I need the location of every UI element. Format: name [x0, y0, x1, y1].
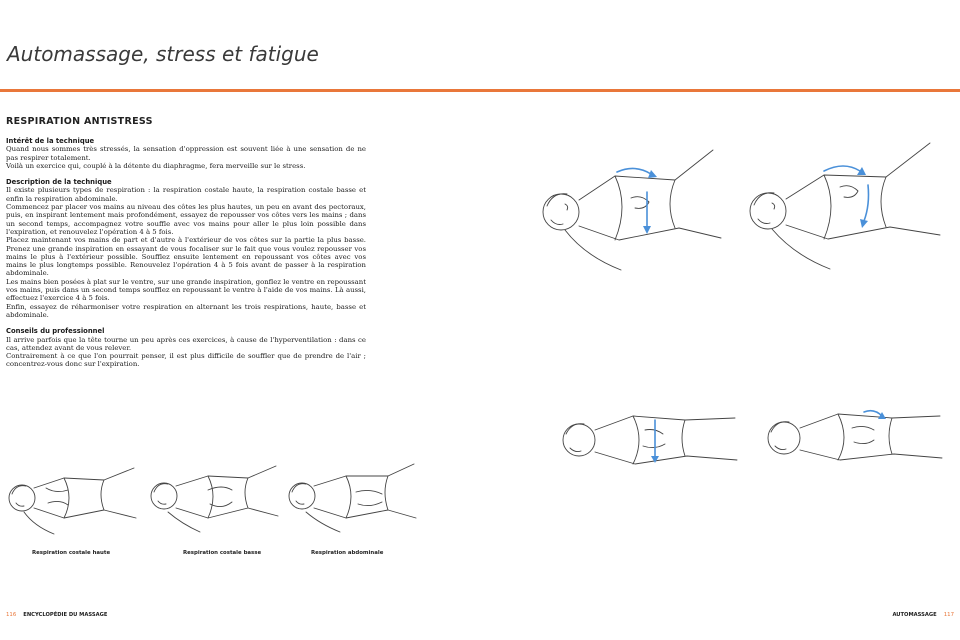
- illustration-costale-haute: [4, 448, 139, 543]
- illustration-costale-basse: [146, 448, 281, 543]
- caption-abdominale: Respiration abdominale: [311, 550, 384, 556]
- block-conseils: [6, 327, 366, 368]
- header-rule: [0, 89, 960, 92]
- paragraph: Il arrive parfois que la tête tourne un peu après ces exercices, à cause de l'hyperventilation : dans ce cas, attendez avant de vous relever.: [6, 335, 366, 352]
- page-number-left: 116: [6, 612, 17, 618]
- illustration-expiration-haute: [740, 135, 945, 275]
- section-title: RESPIRATION ANTISTRESS: [6, 116, 153, 127]
- paragraph: Voilà un exercice qui, couplé à la détente du diaphragme, fera merveille sur le stress.: [6, 161, 306, 170]
- illustration-abdominale-grande: [760, 398, 945, 478]
- footer-left: [6, 612, 107, 618]
- body-text: [6, 137, 366, 377]
- footer-left-label: ENCYCLOPÉDIE DU MASSAGE: [23, 612, 108, 618]
- illustration-inspiration-basse: [555, 398, 740, 478]
- paragraph: Contrairement à ce que l'on pourrait penser, il est plus difficile de souffler que de prendre de l'air ; concentrez-vous donc sur l'expiration.: [6, 352, 366, 369]
- chapter-title: Automassage, stress et fatigue: [7, 42, 319, 66]
- block-heading: Conseils du professionnel: [6, 327, 105, 336]
- paragraph: Il existe plusieurs types de respiration : la respiration costale haute, la respiration costale basse et enfin la respiration abdominale.: [6, 186, 366, 203]
- footer-right: [892, 612, 954, 618]
- footer-right-label: AUTOMASSAGE: [892, 612, 937, 618]
- paragraph: Les mains bien posées à plat sur le ventre, sur une grande inspiration, gonflez le ventre en repoussant vos mains, puis dans un second temps soufflez en repoussant le ventre à l'aide de vos mains. Là aussi, effectuez l'exercice 4 à 5 fois.: [6, 277, 366, 303]
- block-interet: [6, 137, 366, 170]
- page-number-right: 117: [943, 612, 954, 618]
- block-heading: Description de la technique: [6, 178, 112, 187]
- paragraph: Placez maintenant vos mains de part et d'autre à l'extérieur de vos côtes sur la partie la plus basse. Prenez une grande inspiration en essayant de vous focaliser sur le fait que vous voulez repousser vos mains le plus à l'extérieur possible. Soufflez ensuite lentement en repoussant vos côtes avec vos mains le plus longtemps possible. Renouvelez l'opération 4 à 5 fois avant de passer à la respiration abdominale.: [6, 236, 366, 278]
- caption-costale-haute: Respiration costale haute: [32, 550, 111, 556]
- paragraph: Commencez par placer vos mains au niveau des côtes les plus hautes, un peu en avant des pectoraux, puis, en inspirant lentement mais profondément, essayez de repousser vos côtes vers les mains ; dans un second temps, accompagnez votre souffle avec vos mains pour aller le plus loin possible dans l'expiration, et renouvelez l'opération 4 à 5 fois.: [6, 203, 366, 236]
- paragraph: Enfin, essayez de réharmoniser votre respiration en alternant les trois respirations, haute, basse et abdominale.: [6, 302, 366, 319]
- block-heading: Intérêt de la technique: [6, 137, 95, 145]
- illustration-inspiration-haute: [535, 140, 725, 275]
- illustration-abdominale: [284, 448, 419, 543]
- paragraph: Quand nous sommes très stressés, la sensation d'oppression est souvent liée à une sensation de ne pas respirer totalement.: [6, 145, 366, 162]
- block-description: [6, 178, 366, 319]
- caption-costale-basse: Respiration costale basse: [183, 550, 262, 556]
